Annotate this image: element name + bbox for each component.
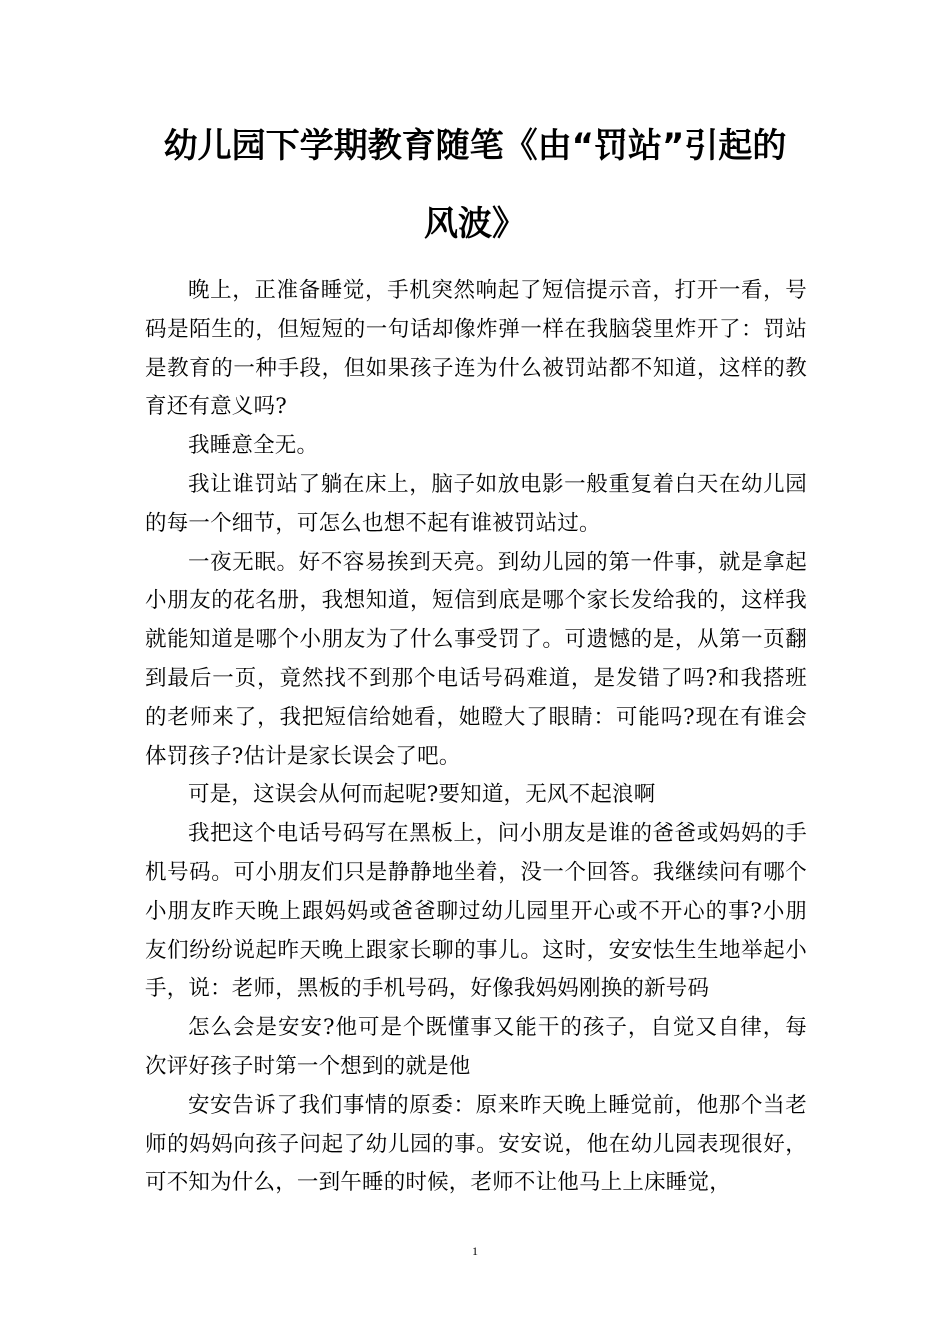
paragraph: 我让谁罚站了躺在床上，脑子如放电影一般重复着白天在幼儿园的每一个细节，可怎么也想不起有谁被罚站过。 (145, 471, 807, 536)
paragraph: 晚上，正准备睡觉，手机突然响起了短信提示音，打开一看，号码是陌生的，但短短的一句话却像炸弹一样在我脑袋里炸开了：罚站是教育的一种手段，但如果孩子连为什么被罚站都不知道，这样的教育还有意义吗? (145, 278, 807, 420)
document-title-line-1: 幼儿园下学期教育随笔《由“罚站”引起的 (163, 126, 787, 166)
paragraph: 可是，这误会从何而起呢?要知道，无风不起浪啊 (188, 782, 656, 808)
paragraph: 怎么会是安安?他可是个既懂事又能干的孩子，自觉又自律，每次评好孩子时第一个想到的就是他 (145, 1015, 807, 1079)
paragraph: 我睡意全无。 (188, 433, 319, 459)
page-number: 1 (472, 1244, 478, 1258)
document-body (145, 272, 807, 1203)
paragraph: 安安告诉了我们事情的原委：原来昨天晚上睡觉前，他那个当老师的妈妈向孩子问起了幼儿园的事。安安说，他在幼儿园表现很好，可不知为什么，一到午睡的时候，老师不让他马上上床睡觉， (145, 1092, 807, 1196)
document-title-line-2: 风波》 (424, 204, 526, 244)
paragraph: 一夜无眠。好不容易挨到天亮。到幼儿园的第一件事，就是拿起小朋友的花名册，我想知道，短信到底是哪个家长发给我的，这样我就能知道是哪个小朋友为了什么事受罚了。可遗憾的是，从第一页翻到最后一页，竟然找不到那个电话号码难道，是发错了吗?和我搭班的老师来了，我把短信给她看，她瞪大了眼睛：可能吗?现在有谁会体罚孩子?估计是家长误会了吧。 (145, 549, 807, 769)
paragraph: 我把这个电话号码写在黑板上，问小朋友是谁的爸爸或妈妈的手机号码。可小朋友们只是静静地坐着，没一个回答。我继续问有哪个小朋友昨天晚上跟妈妈或爸爸聊过幼儿园里开心或不开心的事?小朋友们纷纷说起昨天晚上跟家长聊的事儿。这时，安安怯生生地举起小手，说：老师，黑板的手机号码，好像我妈妈刚换的新号码 (145, 821, 807, 1002)
